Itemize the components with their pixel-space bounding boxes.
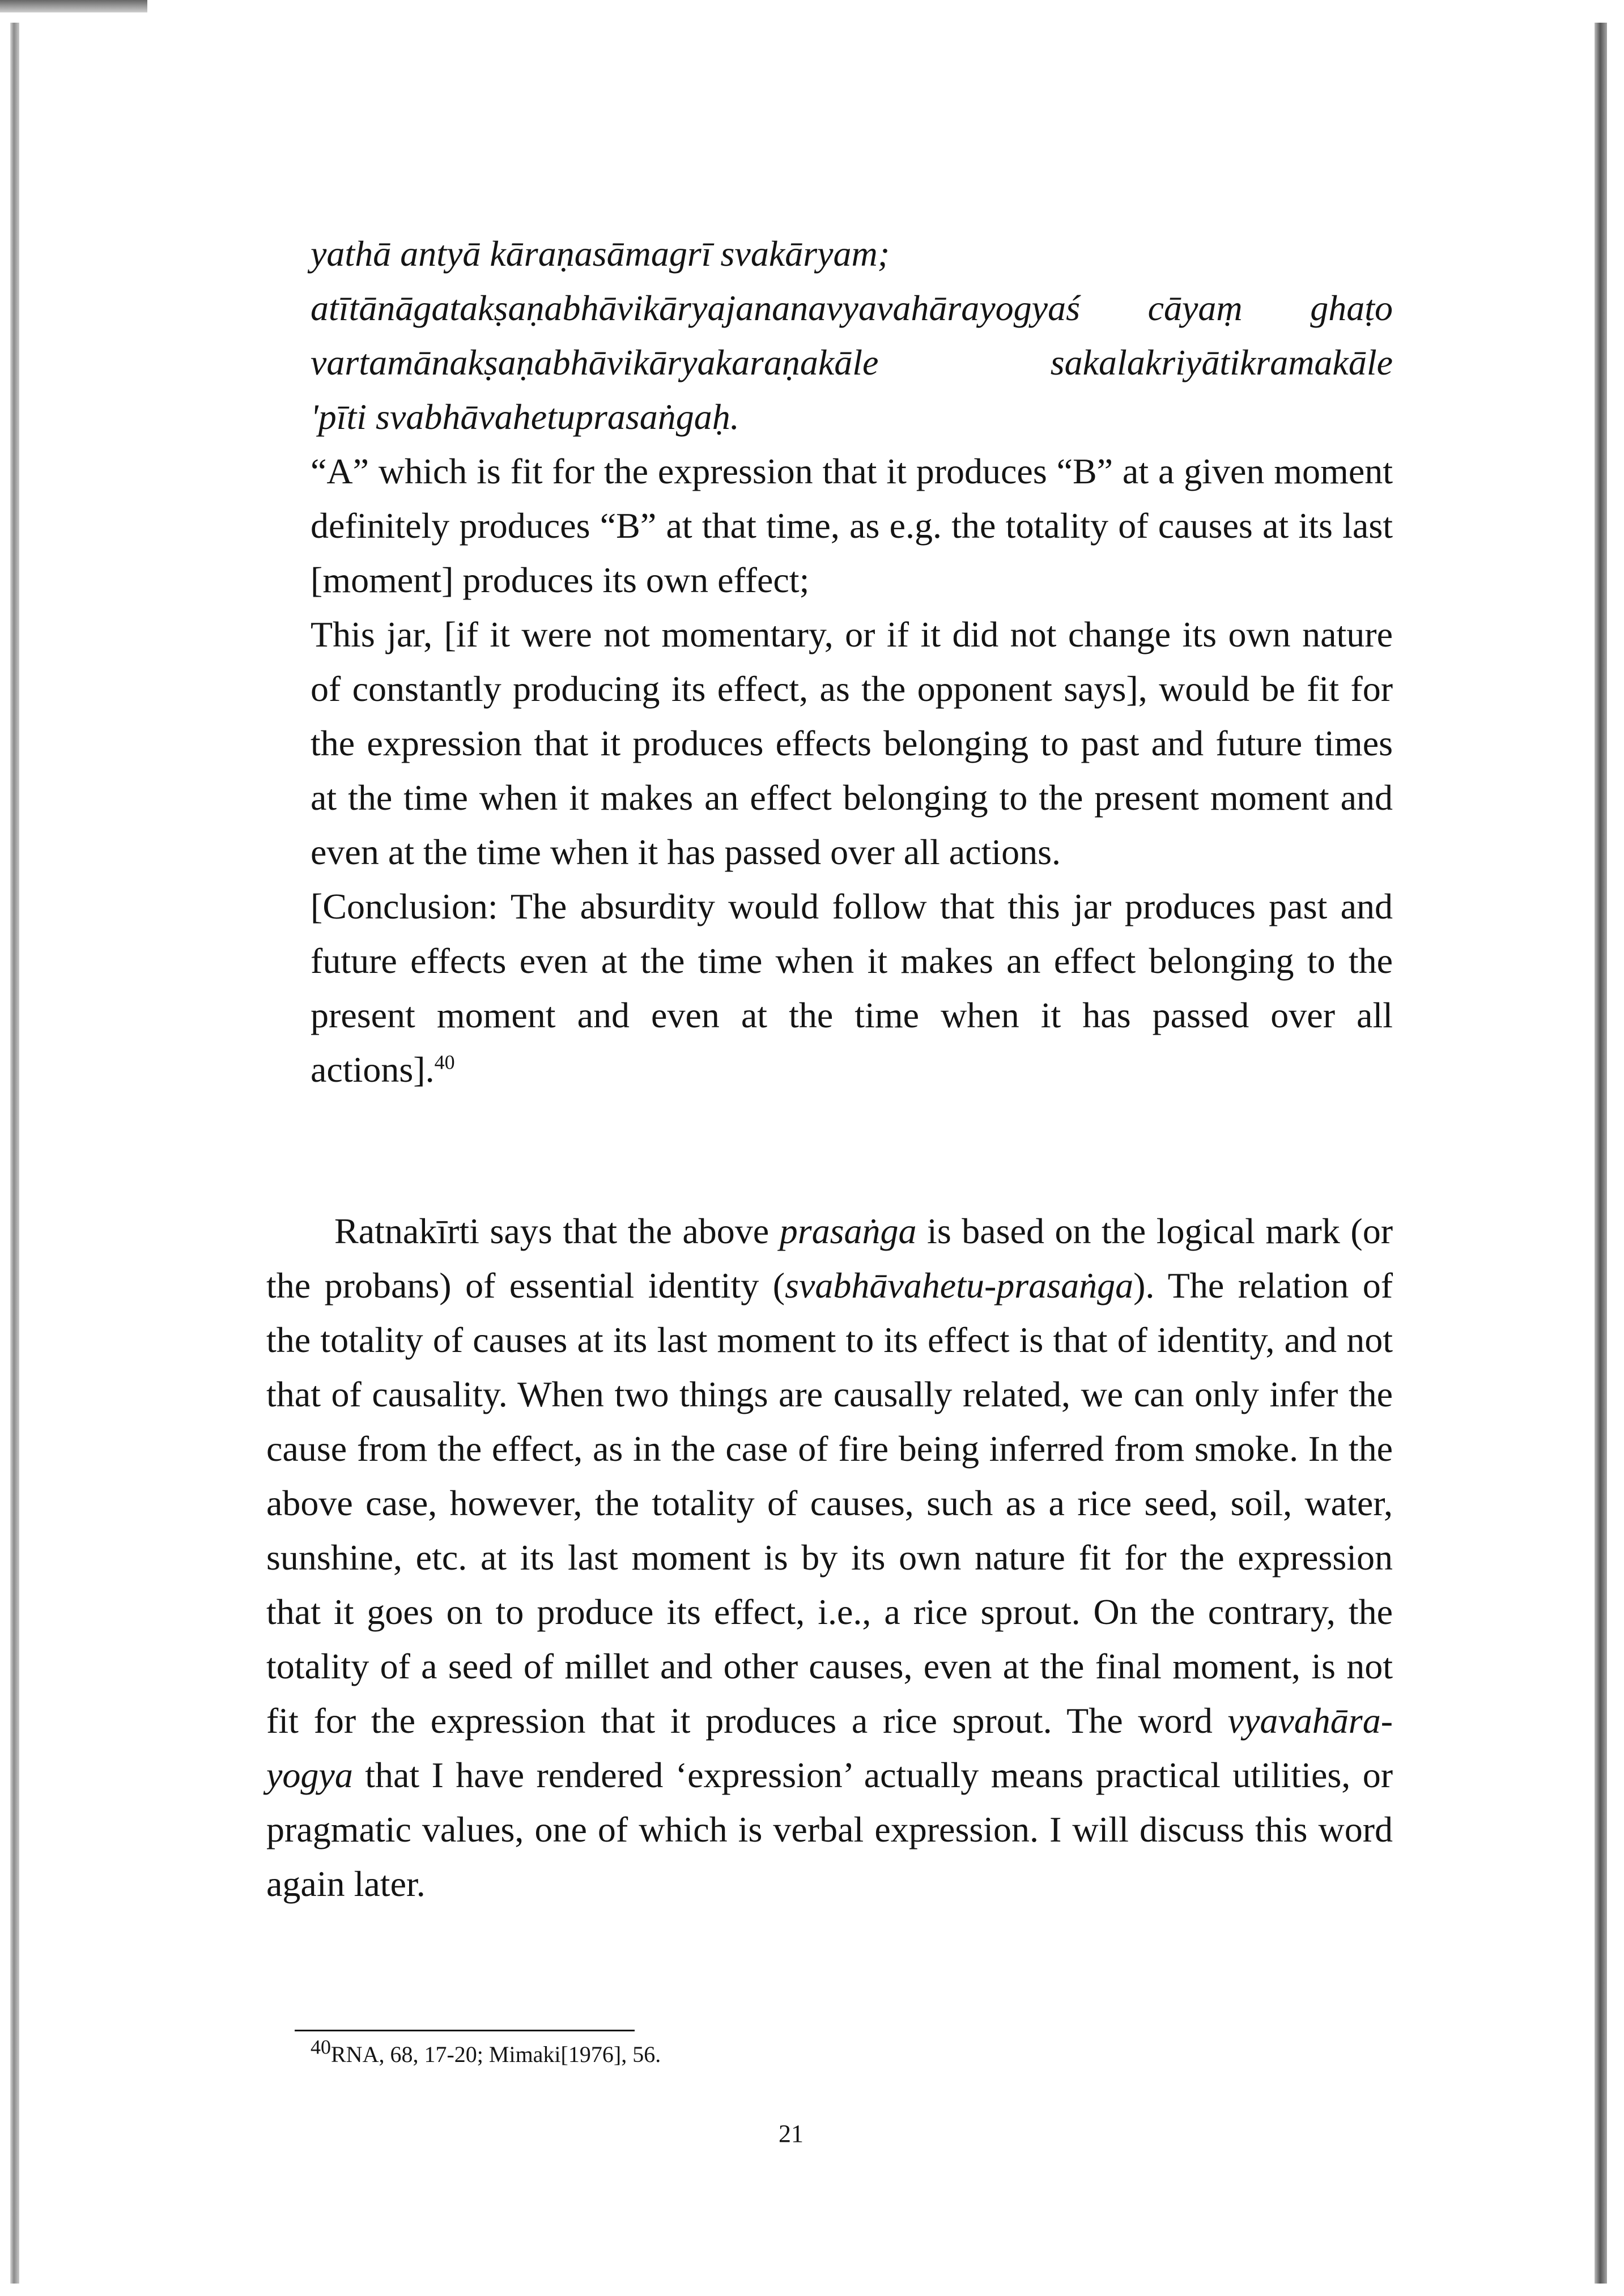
scan-edge-top-left — [0, 0, 147, 12]
term-vyavahara-yogya: vyavahāra-yogya — [266, 1700, 1393, 1795]
page-number: 21 — [779, 2120, 804, 2148]
footnote: $^{40}$RNA, 68, 17-20; Mimaki[1976], 56. — [311, 2035, 661, 2067]
scan-edge-right — [1595, 23, 1607, 2284]
verse-line-2: atītānāgatakṣaṇabhāvikāryajananavyavahārayogyaś cāyaṃ ghaṭo — [311, 288, 1393, 328]
translation-para-3: [Conclusion: The absurdity would follow that this jar produces past and future effects even at the time when it makes an effect belonging to the present moment and even at the time when it has passed over all actions].$^{40}$ — [311, 886, 1393, 1090]
body-paragraph: Ratnakīrti says that the above prasaṅga is based on the logical mark (or the probans) of essential identity (svabhāvahetu-prasaṅga). The relation of the totality of causes at its last moment to its effect is that of identity, and not that of causality. When two things are causally related, we can only infer the cause from the effect, as in the case of fire being inferred from smoke. In the above case, however, the totality of causes, such as a rice seed, soil, water, sunshine, etc. at its last moment is by its own nature fit for the expression that it goes on to produce its effect, i.e., a rice sprout. On the contrary, the totality of a seed of millet and other causes, even at the final moment, is not fit for the expression that it produces a rice sprout. The word vyavahāra-yogya that I have rendered ‘expression’ actually means practical utilities, or pragmatic values, one of which is verbal expression. I will discuss this word again later. — [266, 1211, 1393, 1904]
verse-line-1: yathā antyā kāraṇasāmagrī svakāryam; — [311, 233, 890, 274]
verse-line-3: vartamānakṣaṇabhāvikāryakaraṇakāle sakalakriyātikramakāle — [311, 342, 1393, 382]
footnote-ref: 40 — [434, 1051, 455, 1074]
term-svabhavahetu-prasanga: svabhāvahetu-prasaṅga — [785, 1265, 1134, 1306]
footnote-divider — [295, 2030, 635, 2031]
term-prasanga: prasaṅga — [779, 1211, 917, 1251]
sanskrit-verse — [311, 227, 1393, 444]
scan-edge-left — [10, 23, 19, 2284]
footnote-number: 40 — [311, 2035, 331, 2059]
translation-para-2: This jar, [if it were not momentary, or if it did not change its own nature of constantly producing its effect, as the opponent says], would be fit for the expression that it produces effects belonging to past and future times at the time when it makes an effect belonging to the present moment and even at the time when it has passed over all actions. — [311, 614, 1393, 872]
translation — [311, 444, 1393, 1097]
translation-para-1: “A” which is fit for the expression that it produces “B” at a given moment definitely produces “B” at that time, as e.g. the totality of causes at its last [moment] produces its own effect; — [311, 451, 1393, 600]
verse-line-4: 'pīti svabhāvahetuprasaṅgaḥ. — [311, 397, 739, 437]
